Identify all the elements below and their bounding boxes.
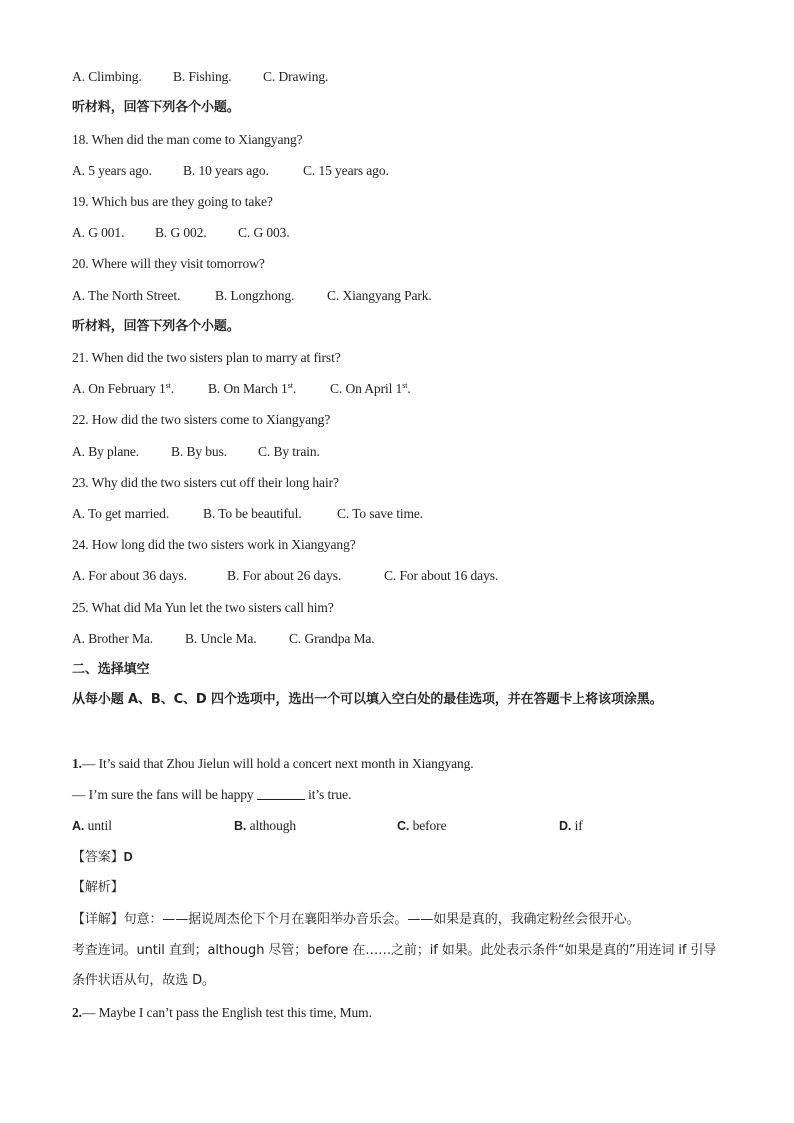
- mc1-option-a-text: until: [87, 818, 112, 833]
- mc1-option-b-letter: B.: [234, 819, 247, 833]
- q21-option-c[interactable]: [330, 380, 411, 398]
- mc2-line1-text: — Maybe I can’t pass the English test this time, Mum.: [81, 1005, 372, 1020]
- mc1-option-a[interactable]: [72, 817, 234, 835]
- q24-option-c[interactable]: C. For about 16 days.: [384, 568, 499, 583]
- q22-options: [72, 443, 320, 461]
- q20-options: [72, 287, 432, 305]
- listen-heading-2: 听材料，回答下列各个小题。: [72, 319, 240, 334]
- mc1-option-b[interactable]: [234, 817, 397, 835]
- q21-option-a-text: A. On February 1: [72, 381, 166, 396]
- q22-option-b[interactable]: B. By bus.: [171, 444, 228, 459]
- q17-option-c[interactable]: C. Drawing.: [263, 69, 329, 84]
- mc1-number: 1.: [72, 756, 82, 771]
- q25-option-b[interactable]: B. Uncle Ma.: [185, 631, 257, 646]
- mc1-detail: 【详解】句意：——据说周杰伦下个月在襄阳举办音乐会。——如果是真的，我确定粉丝会很开心。: [72, 912, 640, 927]
- mc1-line1: [72, 755, 474, 773]
- q21-option-b-end: .: [292, 381, 297, 396]
- mc1-options: [72, 817, 583, 835]
- q21-option-c-sup: st: [402, 381, 408, 390]
- section2-instructions: 从每小题 A、B、C、D 四个选项中，选出一个可以填入空白处的最佳选项，并在答题卡上将该项涂黑。: [72, 692, 663, 707]
- q19-option-b[interactable]: B. G 002.: [155, 225, 207, 240]
- q20-option-a[interactable]: A. The North Street.: [72, 288, 181, 303]
- q21-option-b-sup: st: [287, 381, 293, 390]
- mc1-line2: [72, 786, 351, 804]
- mc1-answer-value: D: [123, 850, 133, 864]
- mc1-option-a-letter: A.: [72, 819, 85, 833]
- q20-option-b[interactable]: B. Longzhong.: [215, 288, 295, 303]
- q22-option-c[interactable]: C. By train.: [258, 444, 320, 459]
- q18-options: [72, 162, 389, 180]
- q25-options: [72, 630, 375, 648]
- mc1-option-d-text: if: [574, 818, 583, 833]
- q17-option-a[interactable]: A. Climbing.: [72, 69, 142, 84]
- mc1-option-c-text: before: [412, 818, 447, 833]
- q17-options: [72, 68, 328, 86]
- mc1-line2-after: it’s true.: [308, 787, 352, 802]
- q18-option-b[interactable]: B. 10 years ago.: [183, 163, 269, 178]
- q25-option-c[interactable]: C. Grandpa Ma.: [289, 631, 375, 646]
- q25-option-a[interactable]: A. Brother Ma.: [72, 631, 154, 646]
- mc1-option-b-text: although: [249, 818, 297, 833]
- q23-option-b[interactable]: B. To be beautiful.: [203, 506, 302, 521]
- q21-option-a-end: .: [170, 381, 175, 396]
- mc1-blank: [257, 787, 305, 800]
- mc1-answer: [72, 848, 133, 867]
- q23-question: 23. Why did the two sisters cut off their long hair?: [72, 475, 339, 490]
- q20-option-c[interactable]: C. Xiangyang Park.: [327, 288, 432, 303]
- mc1-option-c[interactable]: [397, 817, 559, 835]
- mc1-line1-text: — It’s said that Zhou Jielun will hold a concert next month in Xiangyang.: [81, 756, 474, 771]
- q21-question: 21. When did the two sisters plan to marry at first?: [72, 350, 341, 365]
- q18-question: 18. When did the man come to Xiangyang?: [72, 132, 303, 147]
- q19-options: [72, 224, 290, 242]
- q17-option-b[interactable]: B. Fishing.: [173, 69, 232, 84]
- q23-option-c[interactable]: C. To save time.: [337, 506, 424, 521]
- q24-question: 24. How long did the two sisters work in Xiangyang?: [72, 537, 356, 552]
- mc2-number: 2.: [72, 1005, 82, 1020]
- mc1-option-c-letter: C.: [397, 819, 410, 833]
- q25-question: 25. What did Ma Yun let the two sisters call him?: [72, 600, 334, 615]
- q19-option-c[interactable]: C. G 003.: [238, 225, 290, 240]
- q21-options: [72, 380, 411, 398]
- q18-option-c[interactable]: C. 15 years ago.: [303, 163, 389, 178]
- q23-options: [72, 505, 423, 523]
- mc1-answer-label: 【答案】: [72, 850, 124, 865]
- listen-heading-1: 听材料，回答下列各个小题。: [72, 100, 240, 115]
- q22-question: 22. How did the two sisters come to Xiangyang?: [72, 412, 331, 427]
- q20-question: 20. Where will they visit tomorrow?: [72, 256, 265, 271]
- q22-option-a[interactable]: A. By plane.: [72, 444, 140, 459]
- q24-option-b[interactable]: B. For about 26 days.: [227, 568, 342, 583]
- mc1-option-d-letter: D.: [559, 819, 572, 833]
- mc2-line1: [72, 1004, 372, 1022]
- q18-option-a[interactable]: A. 5 years ago.: [72, 163, 152, 178]
- q24-option-a[interactable]: A. For about 36 days.: [72, 568, 187, 583]
- q21-option-c-end: .: [407, 381, 411, 396]
- q21-option-c-text: C. On April 1: [330, 381, 403, 396]
- section2-heading: 二、选择填空: [72, 662, 150, 677]
- mc1-option-d[interactable]: [559, 817, 583, 835]
- q19-option-a[interactable]: A. G 001.: [72, 225, 125, 240]
- q21-option-a[interactable]: [72, 380, 208, 398]
- q19-question: 19. Which bus are they going to take?: [72, 194, 273, 209]
- q21-option-a-sup: st: [165, 381, 171, 390]
- q21-option-b[interactable]: [208, 380, 330, 398]
- q21-option-b-text: B. On March 1: [208, 381, 288, 396]
- mc1-analysis-label: 【解析】: [72, 880, 124, 895]
- q24-options: [72, 567, 498, 585]
- mc1-explanation: 考查连词。until 直到；although 尽管；before 在……之前；if 如果。此处表示条件“如果是真的”用连词 if 引导条件状语从句，故选 D。: [72, 943, 717, 988]
- q23-option-a[interactable]: A. To get married.: [72, 506, 170, 521]
- mc1-line2-before: — I’m sure the fans will be happy: [72, 787, 254, 802]
